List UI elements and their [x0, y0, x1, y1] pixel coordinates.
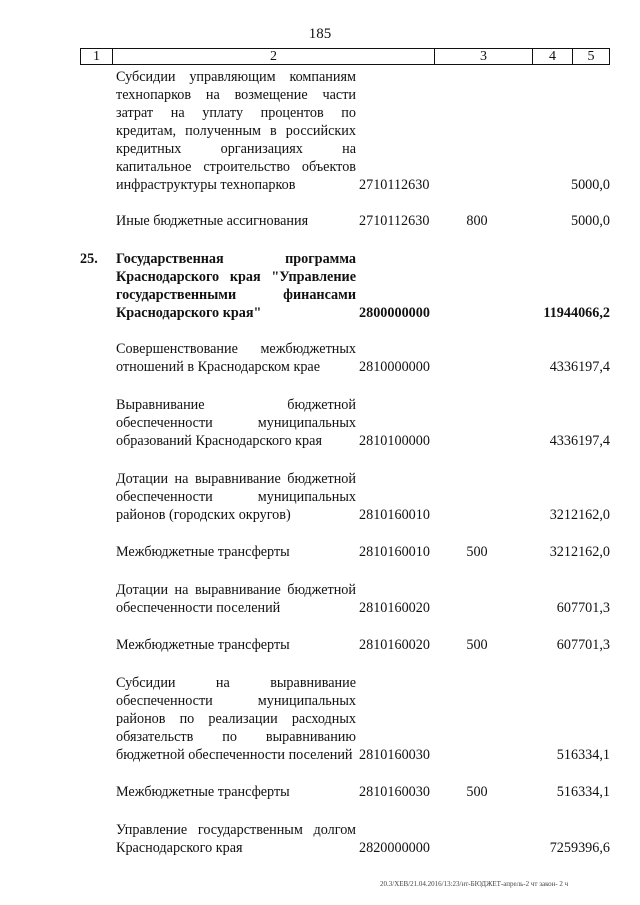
row-name: Совершенствование межбюджетных отношений в Краснодарском крае — [116, 341, 356, 375]
row-sum: 607701,3 — [556, 600, 610, 616]
row-name: Управление государственным долгом Краснодарского края — [116, 822, 356, 856]
row-kvr: 500 — [466, 637, 488, 653]
row-name: Межбюджетные трансферты — [116, 784, 290, 800]
row-code: 2810160010 — [359, 507, 430, 523]
row-name: Межбюджетные трансферты — [116, 637, 290, 653]
table-row — [80, 396, 610, 450]
table-row — [80, 470, 610, 524]
row-name: Субсидии на выравнивание обеспеченности муниципальных районов по реализации расходных обязательств по выравниванию бюджетной обеспеченности поселений — [116, 675, 356, 763]
row-name: Межбюджетные трансферты — [116, 544, 290, 560]
header-col-1: 1 — [81, 49, 113, 64]
table-row — [80, 674, 610, 764]
table-row — [80, 543, 610, 561]
row-code: 2810000000 — [359, 359, 430, 375]
table-row — [80, 636, 610, 654]
row-kvr: 500 — [466, 544, 488, 560]
row-sum: 516334,1 — [556, 747, 610, 763]
row-code: 2810160010 — [359, 544, 430, 560]
row-sum: 11944066,2 — [543, 305, 610, 321]
row-kvr: 500 — [466, 784, 488, 800]
row-sum: 5000,0 — [570, 213, 610, 229]
row-sum: 3212162,0 — [549, 507, 610, 523]
row-number: 25. — [80, 251, 98, 267]
row-code: 2810160020 — [359, 600, 430, 616]
row-sum: 4336197,4 — [549, 433, 610, 449]
row-code: 2810160020 — [359, 637, 430, 653]
row-name: Иные бюджетные ассигнования — [116, 213, 309, 229]
table-row — [80, 212, 610, 230]
row-name: Выравнивание бюджетной обеспеченности муниципальных образований Краснодарского края — [116, 397, 356, 449]
table-row — [80, 250, 610, 322]
footer-note: 20.3/ХЕВ/21.04.2016/13:23/нт-БЮДЖЕТ-апрель-2 чт закон- 2 ч — [380, 880, 569, 888]
header-col-2: 2 — [113, 49, 435, 64]
row-code: 2710112630 — [359, 213, 430, 229]
row-sum: 5000,0 — [570, 177, 610, 193]
row-code: 2810100000 — [359, 433, 430, 449]
page-number: 185 — [308, 26, 332, 42]
header-col-3: 3 — [435, 49, 533, 64]
row-sum: 516334,1 — [556, 784, 610, 800]
row-sum: 3212162,0 — [549, 544, 610, 560]
row-kvr: 800 — [466, 213, 488, 229]
row-sum: 7259396,6 — [549, 840, 610, 856]
table-row — [80, 783, 610, 801]
header-col-4: 4 — [533, 49, 573, 64]
table-row — [80, 340, 610, 376]
row-sum: 4336197,4 — [549, 359, 610, 375]
row-code: 2810160030 — [359, 747, 430, 763]
row-name: Субсидии управляющим компаниям технопарков на возмещение части затрат на уплату процентов по кредитам, полученным в российских кредитных организациях на капитальное строительство объектов инфраструктуры технопарков — [116, 69, 356, 193]
table-row — [80, 68, 610, 194]
table-row — [80, 821, 610, 857]
row-code: 2800000000 — [359, 305, 430, 321]
header-col-5: 5 — [587, 49, 595, 64]
table-row — [80, 581, 610, 617]
table-header — [80, 48, 610, 65]
budget-table-body — [80, 66, 610, 857]
row-code: 2820000000 — [359, 840, 430, 856]
row-name: Дотации на выравнивание бюджетной обеспеченности поселений — [116, 582, 356, 616]
row-code: 2710112630 — [359, 177, 430, 193]
row-code: 2810160030 — [359, 784, 430, 800]
row-name: Государственная программа Краснодарского края "Управление государственными финансами Краснодарского края" — [116, 251, 356, 321]
row-name: Дотации на выравнивание бюджетной обеспеченности муниципальных районов (городских округов) — [116, 471, 356, 523]
row-sum: 607701,3 — [556, 637, 610, 653]
